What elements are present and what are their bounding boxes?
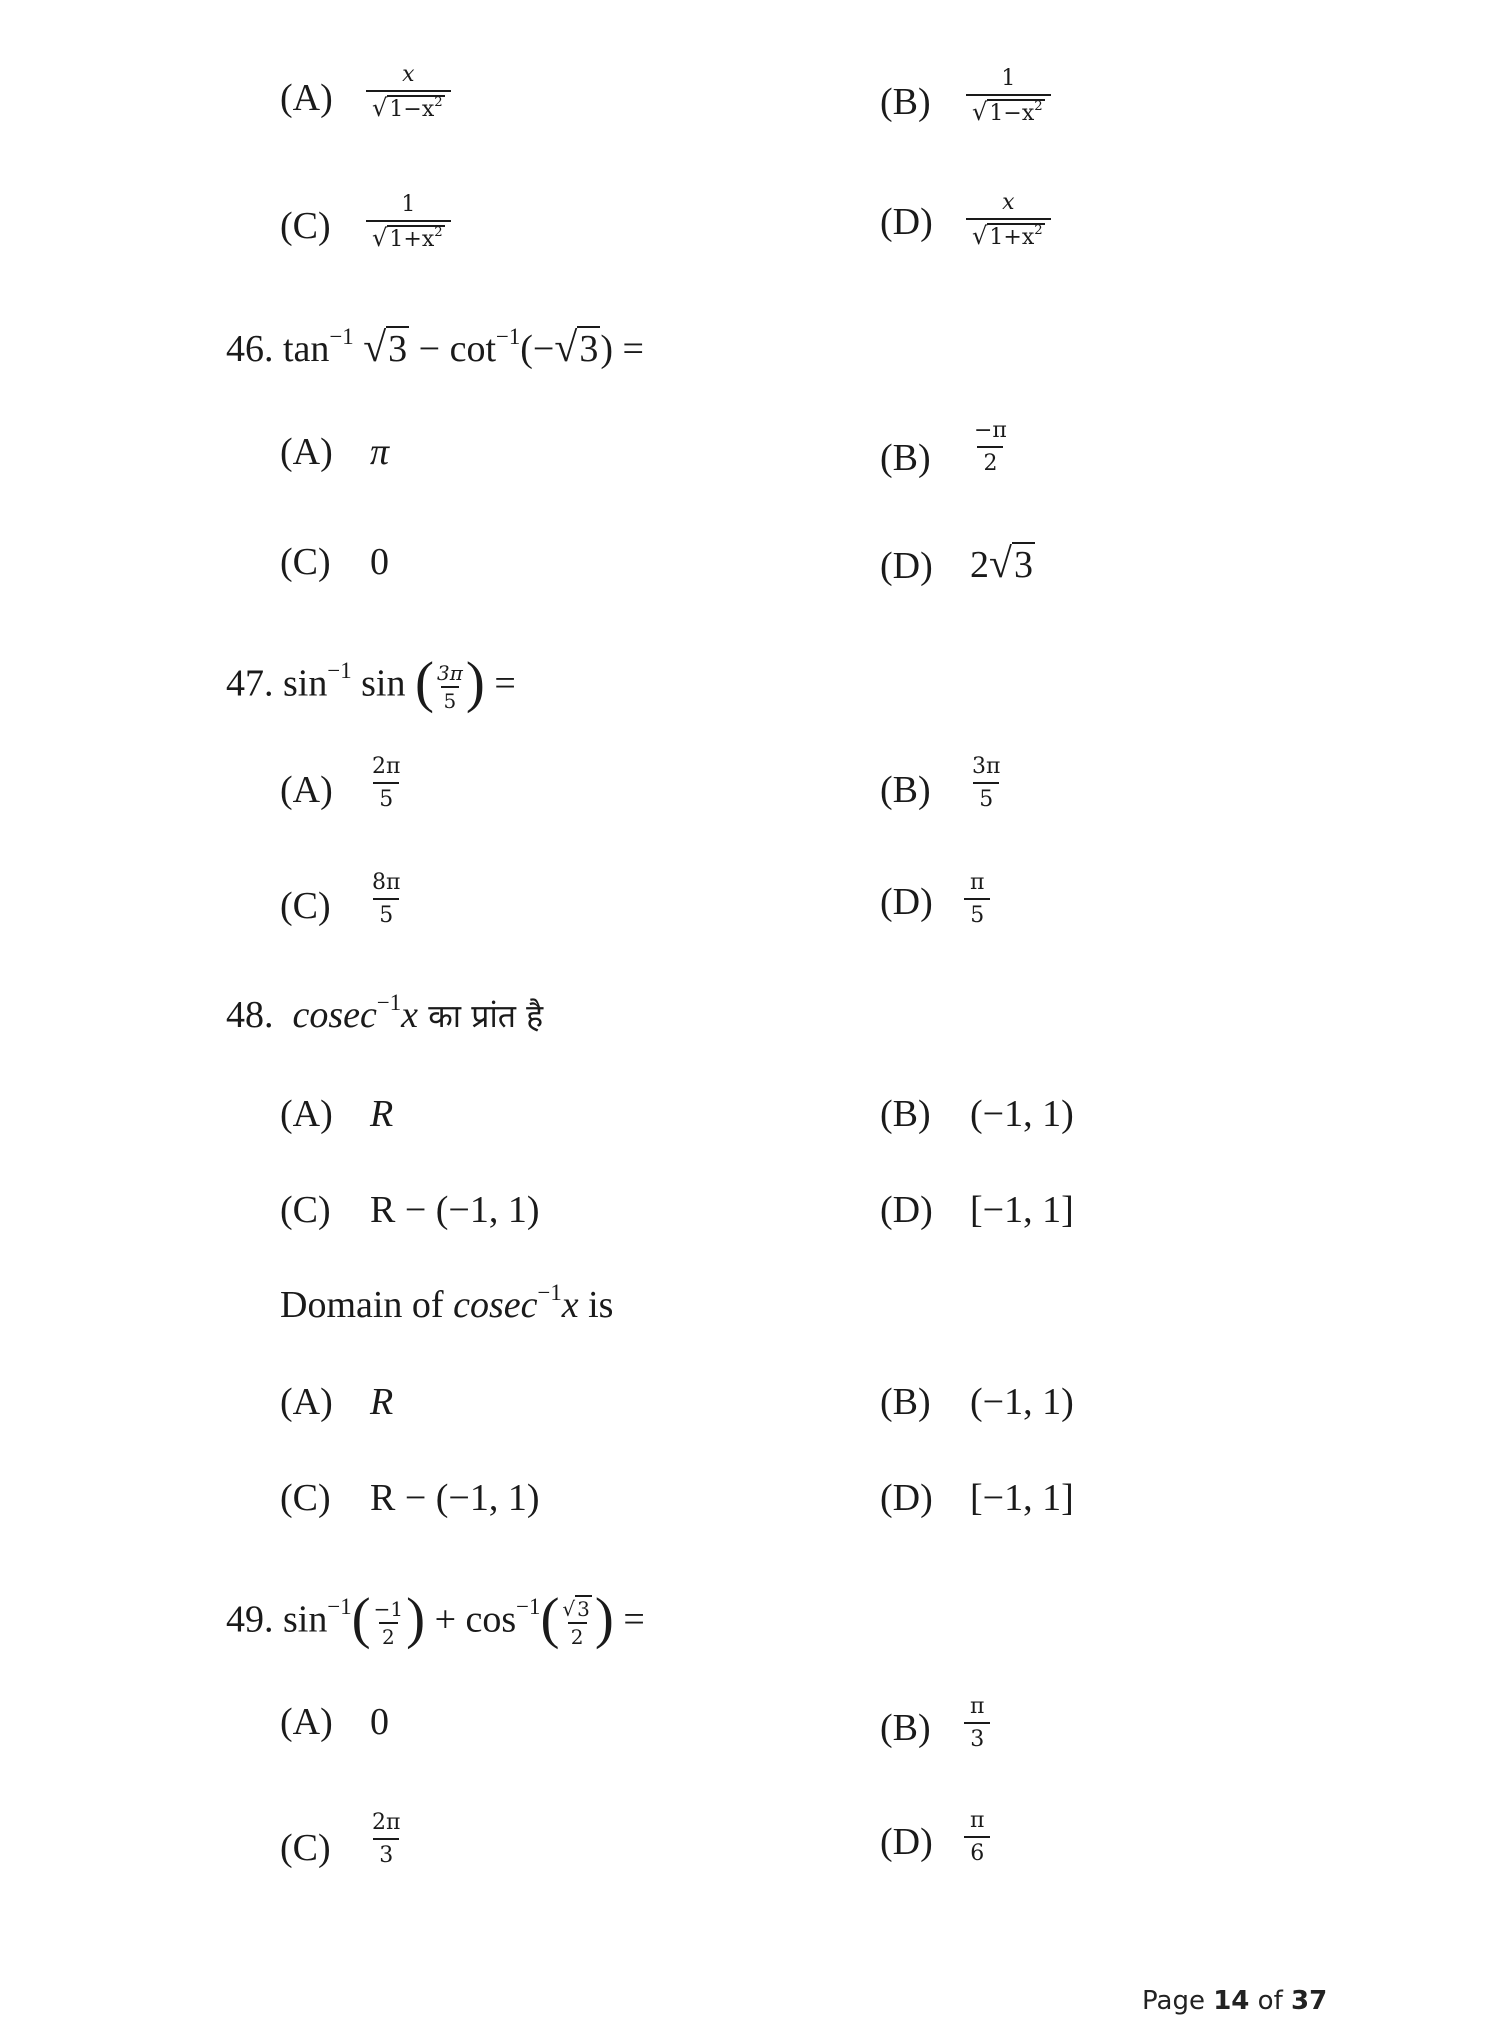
option-b-value: (−1, 1): [970, 1381, 1074, 1423]
option-a-value: R: [370, 1381, 394, 1423]
option-c-label: (C): [280, 1477, 331, 1519]
option-b-fraction: $\frac{3\pi}{5}$: [972, 754, 1001, 813]
option-d-label: (D): [880, 1189, 933, 1231]
option-d-value: 2√3: [970, 541, 1033, 587]
option-a-label: (A): [280, 431, 333, 473]
option-a-label: (A): [280, 1093, 333, 1135]
option-c-value: R − (−1, 1): [370, 1477, 540, 1519]
option-d-fraction: $\frac{\pi}{6}$: [964, 1808, 990, 1867]
option-c-value: 0: [370, 541, 389, 583]
option-b-label: (B): [880, 1093, 931, 1135]
option-d-value: [−1, 1]: [970, 1477, 1074, 1519]
option-b-label: (B): [880, 437, 931, 479]
option-d-label: (D): [880, 1477, 933, 1519]
option-b-fraction: $\frac{\pi}{3}$: [964, 1694, 990, 1753]
option-b-label: (B): [880, 769, 931, 811]
option-d-fraction: $\frac{\pi}{5}$: [964, 870, 990, 929]
option-b-label: (B): [880, 1707, 931, 1749]
question-number: 47.: [226, 662, 274, 705]
question-49: 49. $\sin^{-1}$( $\frac{-1}{2}$ ) + $\cos^{-1}$( $\frac{√ 3}{2}$ ) =: [226, 1587, 645, 1650]
option-b-fraction: $\frac{1}{√1-x^2}$: [966, 66, 1051, 127]
option-a-value: R: [370, 1093, 394, 1135]
option-d-label: (D): [880, 881, 933, 923]
option-c-fraction: $\frac{1}{√1+x^2}$: [366, 192, 451, 253]
option-c-fraction: $\frac{8\pi}{5}$: [372, 870, 401, 929]
option-a-label: (A): [280, 1381, 333, 1423]
option-b-label: (B): [880, 1381, 931, 1423]
option-c-label: (C): [280, 541, 331, 583]
question-48-english: Domain of cosec$^{-1}$x is: [280, 1280, 614, 1327]
option-a-label: (A): [280, 769, 333, 811]
option-b-value: (−1, 1): [970, 1093, 1074, 1135]
option-c-label: (C): [280, 205, 331, 247]
option-a-fraction: $\frac{2\pi}{5}$: [372, 754, 401, 813]
option-b-label: (B): [880, 81, 931, 123]
question-48-hindi: 48. cosec$^{-1}$x का प्रांत है: [226, 990, 544, 1037]
option-d-fraction: $\frac{x}{√1+x^2}$: [966, 190, 1051, 251]
question-number: 46.: [226, 328, 274, 371]
option-d-label: (D): [880, 1821, 933, 1863]
option-a-label: (A): [280, 77, 333, 119]
question-number: 48.: [226, 994, 274, 1037]
question-number: 49.: [226, 1598, 274, 1641]
option-d-label: (D): [880, 201, 933, 243]
option-c-label: (C): [280, 1189, 331, 1231]
option-a-value: 0: [370, 1701, 389, 1743]
option-c-label: (C): [280, 885, 331, 927]
option-a-label: (A): [280, 1701, 333, 1743]
option-a-fraction: $\frac{x}{√1-x^2}$: [366, 62, 451, 123]
option-c-fraction: $\frac{2\pi}{3}$: [372, 1810, 401, 1869]
option-c-value: R − (−1, 1): [370, 1189, 540, 1231]
option-b-fraction: $\frac{-\pi}{2}$: [974, 418, 1007, 477]
question-46: 46. $\tan^{-1} √3 - \cot^{-1}(-√3)$ =: [226, 324, 644, 372]
page-number: Page 14 of 37: [1142, 1986, 1328, 2016]
question-47: 47. $\sin^{-1} \sin$ ( $\frac{3\pi}{5}$ ) =: [226, 651, 516, 714]
option-c-label: (C): [280, 1827, 331, 1869]
option-d-value: [−1, 1]: [970, 1189, 1074, 1231]
option-a-value: π: [370, 431, 390, 473]
option-d-label: (D): [880, 545, 933, 587]
